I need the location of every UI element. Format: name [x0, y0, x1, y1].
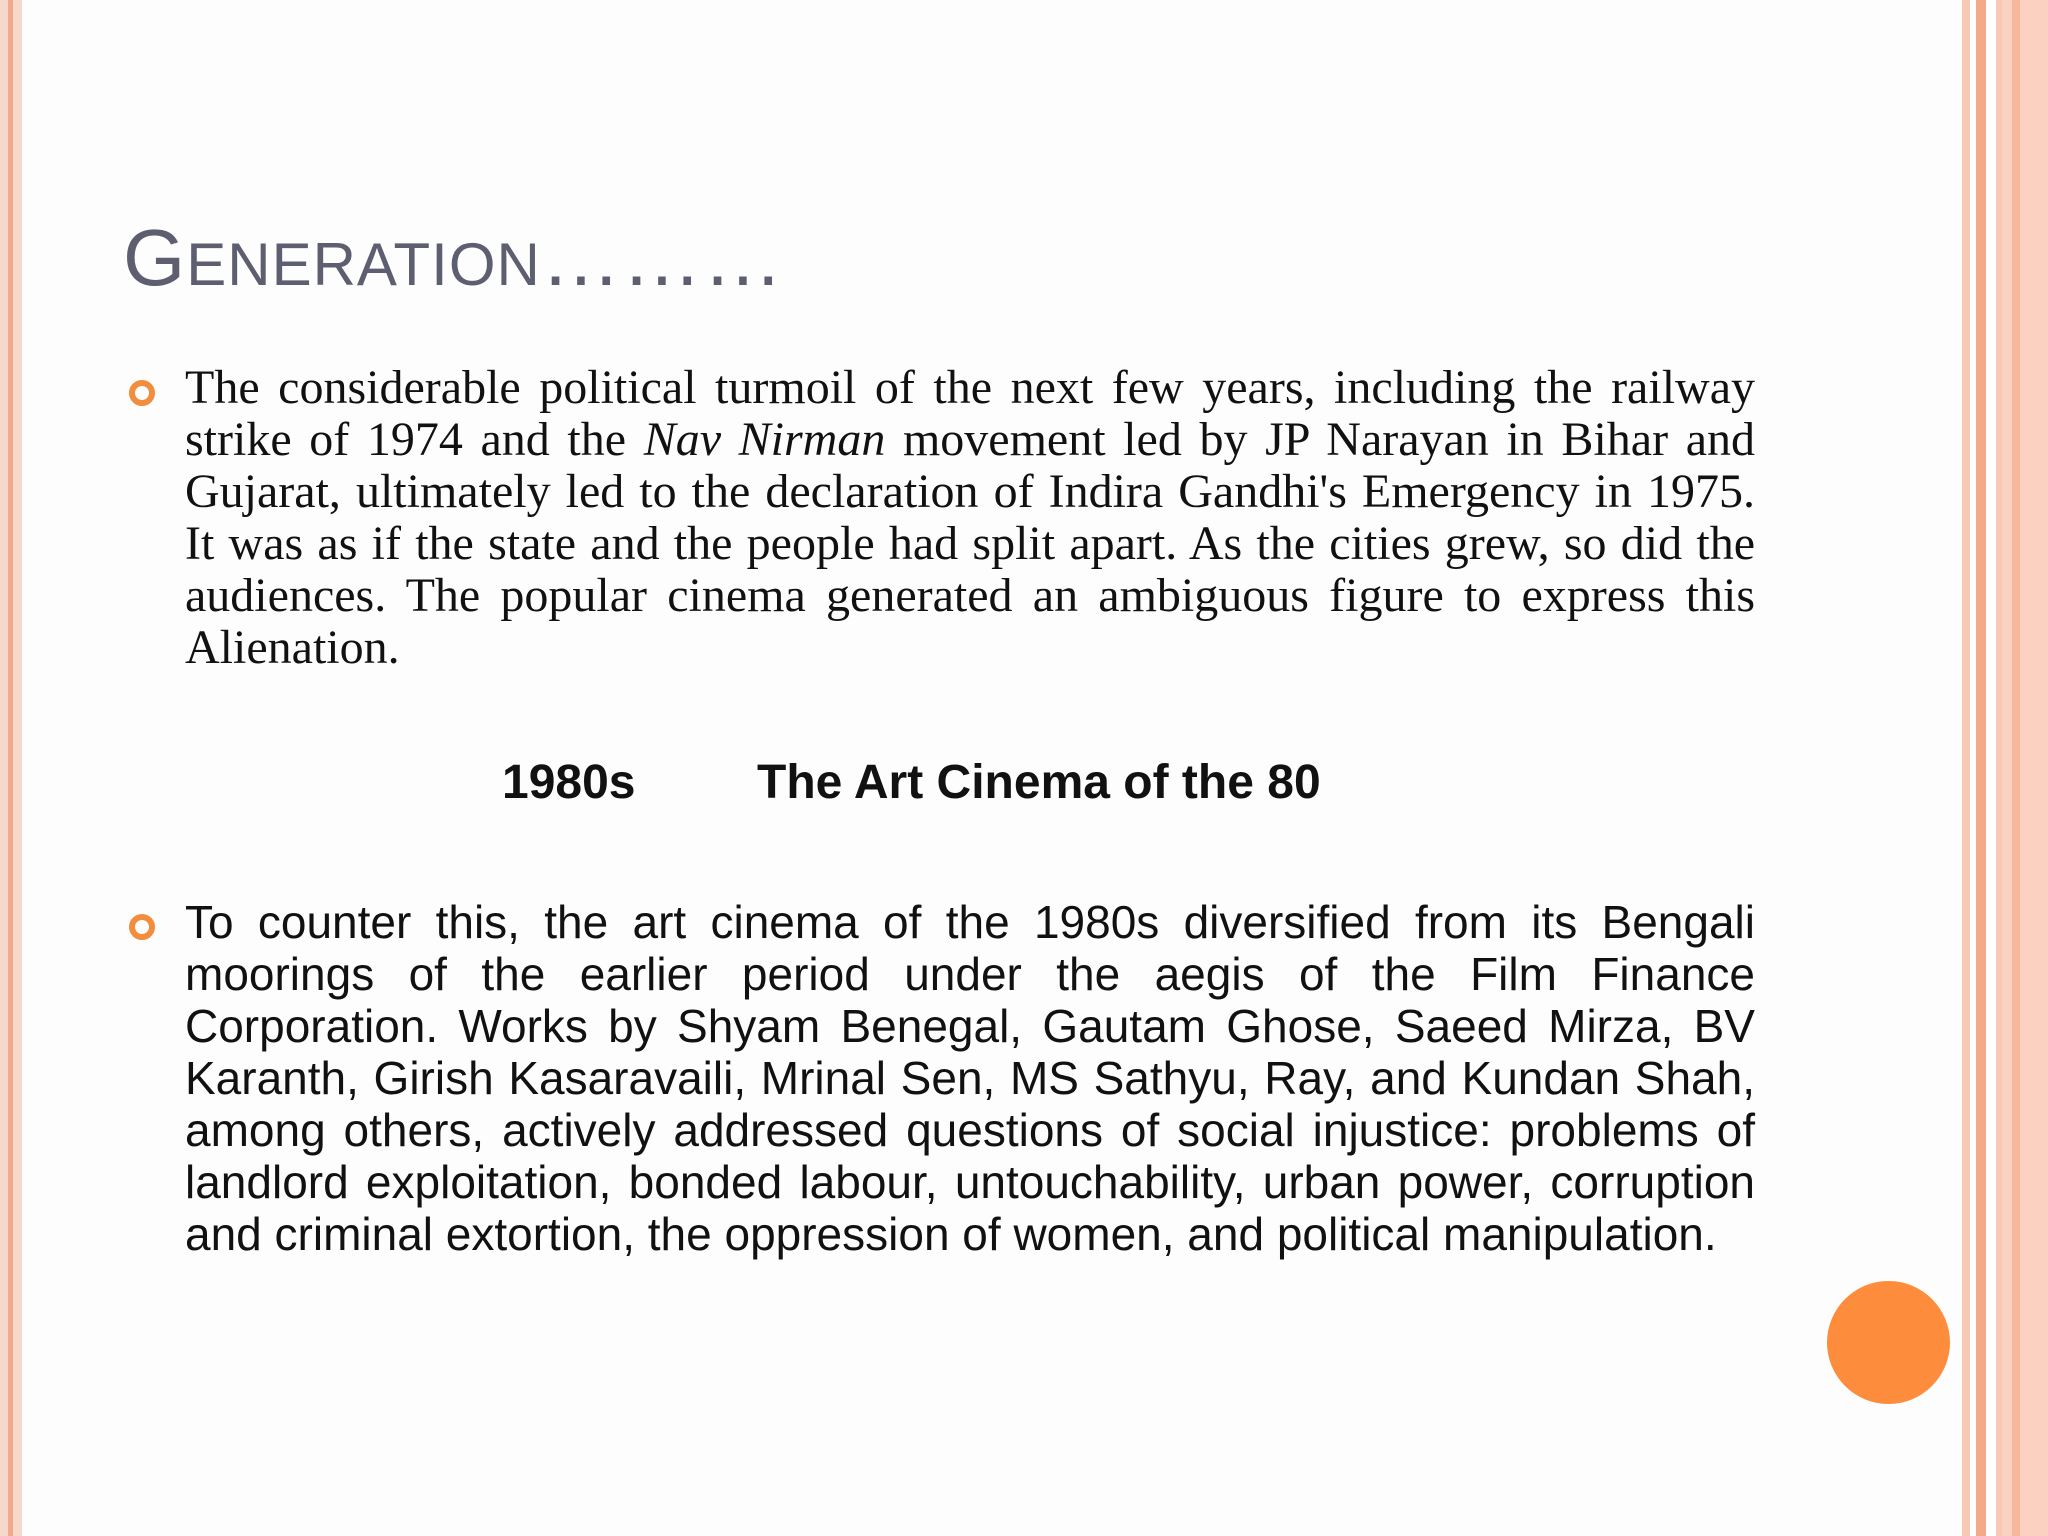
- decorative-circle: [1827, 1281, 1950, 1404]
- title-ellipsis: ………: [540, 213, 784, 302]
- right-stripe: [1962, 0, 1970, 1536]
- right-stripe: [1976, 0, 1986, 1536]
- bullet-icon: [129, 380, 155, 406]
- right-stripe: [2002, 0, 2048, 1536]
- paragraph-1: [185, 362, 1755, 674]
- section-heading-year: 1980s: [502, 756, 636, 809]
- bullet-icon: [129, 914, 155, 940]
- paragraph-1-part1: The considerable political turmoil of the next few years, including the railway strike of 1974 and the: [185, 361, 1755, 466]
- paragraph-1-part2: movement led by JP Narayan in Bihar and Gujarat, ultimately led to the declaration of Indira Gandhi's Emergency in 1975. It was as if the state and the people had split apart. As the cities grew, so did the audiences. The popular cinema generated an ambiguous figure to express this Alienation.: [185, 413, 1755, 674]
- paragraph-1-italic: Nav Nirman: [643, 413, 886, 466]
- left-border-line: [8, 0, 13, 1536]
- right-stripe: [2012, 0, 2020, 1536]
- paragraph-2: To counter this, the art cinema of the 1980s diversified from its Bengali moorings of the earlier period under the aegis of the Film Finance Corporation. Works by Shyam Benegal, Gautam Ghose, Saeed Mirza, BV Karanth, Girish Kasaravaili, Mrinal Sen, MS Sathyu, Ray, and Kundan Shah, among others, actively addressed questions of social injustice: problems of landlord exploitation, bonded labour, untouchability, urban power, corruption and criminal extortion, the oppression of women, and political manipulation.: [185, 896, 1755, 1260]
- section-heading-title: The Art Cinema of the 80: [757, 756, 1321, 809]
- title-first-letter: G: [123, 213, 187, 302]
- slide-title: [123, 212, 784, 304]
- right-stripe: [1986, 0, 1996, 1536]
- title-rest: ENERATION: [186, 231, 541, 298]
